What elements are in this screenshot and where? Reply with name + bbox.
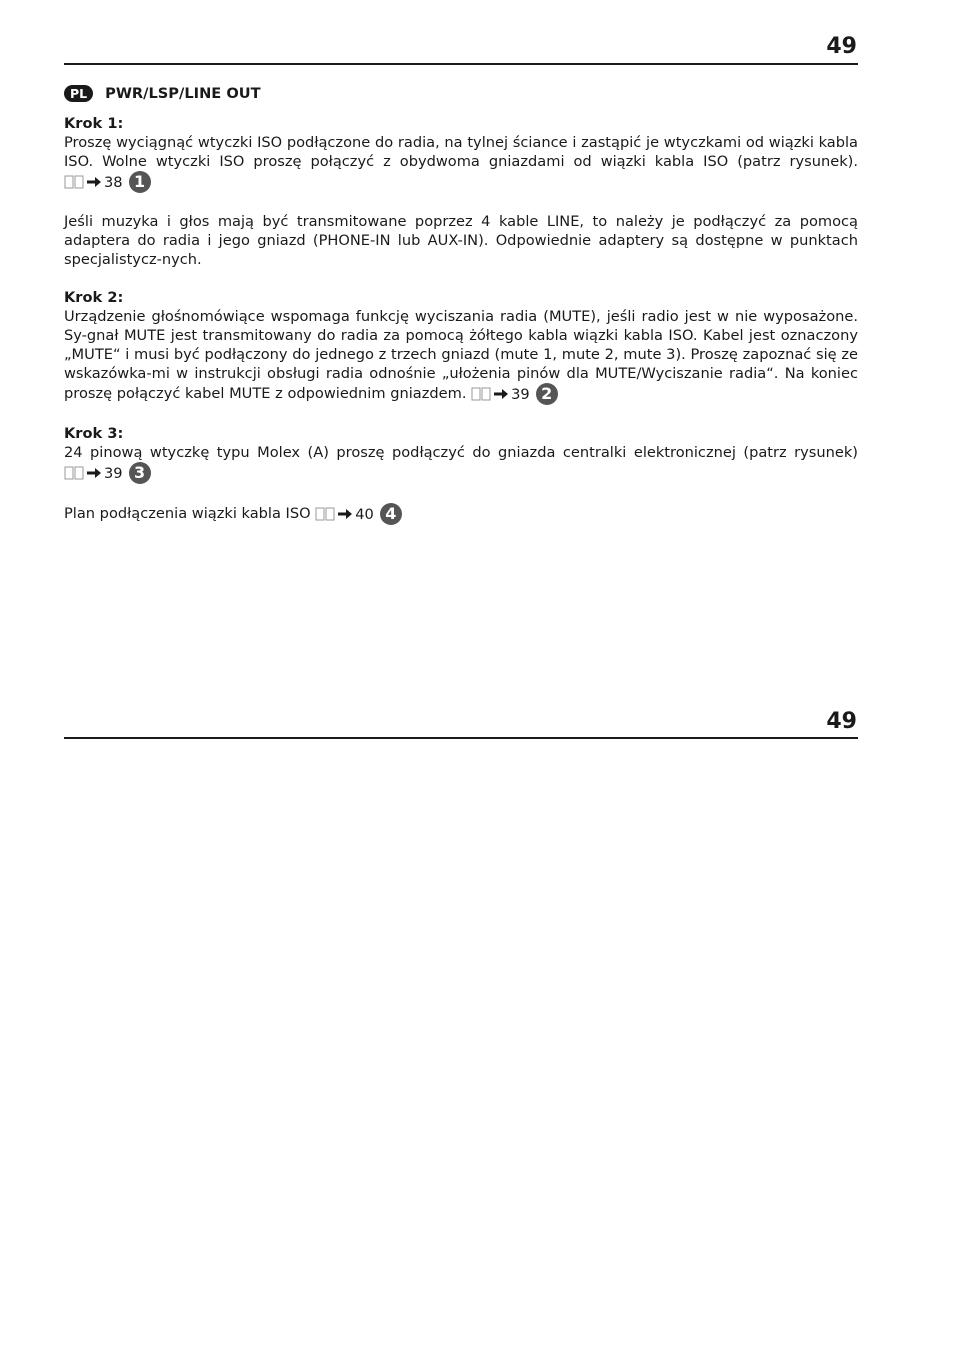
header-rule [64, 63, 858, 65]
step-body: 24 pinową wtyczkę typu Molex (A) proszę podłączyć do gniazda centralki elektronicznej (patrz rysunek) [64, 444, 858, 461]
step-text [64, 133, 858, 193]
step-heading: Krok 1: [64, 115, 124, 132]
page-number-bottom: 49 [826, 709, 857, 734]
page-number-top: 49 [826, 34, 857, 59]
arrow-right-icon [87, 468, 101, 478]
step-body: Proszę wyciągnąć wtyczki ISO podłączone do radia, na tylnej ściance i zastąpić je wtyczkami od wiązki kabla ISO. Wolne wtyczki ISO proszę połączyć z obydwoma gniazdami od wiązki kabla ISO (patrz rysunek). [64, 134, 858, 170]
step-1 [64, 114, 858, 193]
book-icon [471, 387, 491, 401]
book-icon [315, 507, 335, 521]
line-info [64, 212, 858, 269]
plan-label: Plan podłączenia wiązki kabla ISO [64, 505, 311, 522]
plan-text [64, 503, 858, 525]
page-reference [471, 383, 558, 405]
footer-rule [64, 737, 858, 739]
page-reference [315, 503, 402, 525]
line-text: Jeśli muzyka i głos mają być transmitowane poprzez 4 kable LINE, to należy je podłączyć za pomocą adaptera do radia i jego gniazd (PHONE-IN lub AUX-IN). Odpowiednie adaptery są dostępne w punktach specjalistycz-nych. [64, 213, 858, 268]
figure-number-badge: 3 [129, 462, 151, 484]
arrow-right-icon [338, 509, 352, 519]
section-header [64, 82, 858, 104]
arrow-right-icon [494, 389, 508, 399]
arrow-right-icon [87, 177, 101, 187]
step-3 [64, 424, 858, 484]
section-title: PWR/LSP/LINE OUT [105, 84, 261, 102]
language-badge: PL [64, 85, 93, 102]
page-reference [64, 171, 151, 193]
reference-page: 38 [104, 173, 123, 191]
step-body: Urządzenie głośnomówiące wspomaga funkcję wyciszania radia (MUTE), jeśli radio jest w nie wyposażone. Sy-gnał MUTE jest transmitowany do radia za pomocą żółtego kabla wiązki kabla ISO. Kabel jest oznaczony „MUTE“ i musi być podłączony do jednego z trzech gniazd (mute 1, mute 2, mute 3). Proszę zapoznać się ze wskazówka-mi w instrukcji obsługi radia odnośnie „ułożenia pinów dla MUTE/Wyciszanie radia“. Na koniec proszę połączyć kabel MUTE z odpowiednim gniazdem. [64, 308, 858, 402]
reference-page: 40 [355, 505, 374, 523]
wiring-plan [64, 503, 858, 525]
reference-page: 39 [104, 464, 123, 482]
step-text [64, 307, 858, 405]
page-content [64, 82, 858, 544]
step-heading: Krok 2: [64, 289, 124, 306]
step-text [64, 443, 858, 484]
figure-number-badge: 4 [380, 503, 402, 525]
figure-number-badge: 2 [536, 383, 558, 405]
book-icon [64, 175, 84, 189]
reference-page: 39 [511, 385, 530, 403]
page-reference [64, 462, 151, 484]
book-icon [64, 466, 84, 480]
step-2 [64, 288, 858, 405]
figure-number-badge: 1 [129, 171, 151, 193]
step-heading: Krok 3: [64, 425, 124, 442]
